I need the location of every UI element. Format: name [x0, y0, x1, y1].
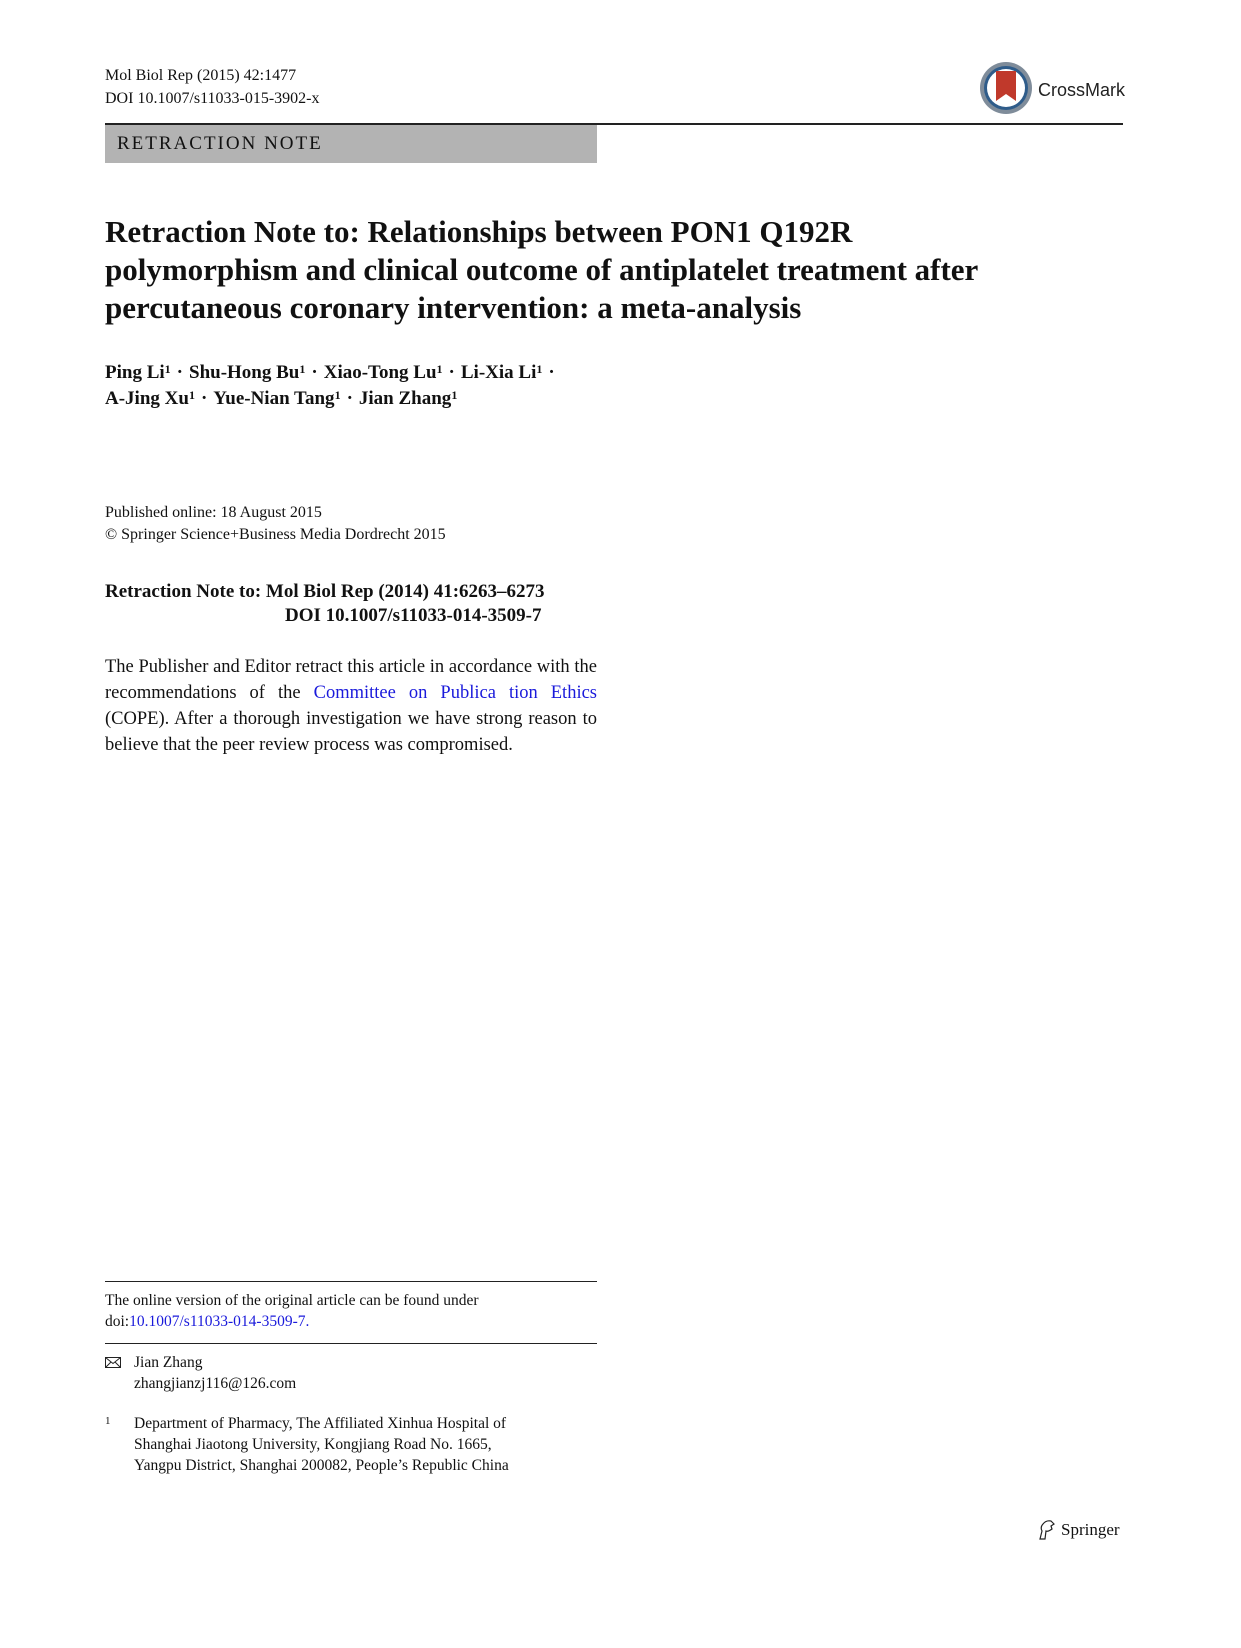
body-text-part: The Publisher and Editor retract this article in accordance with the recommendations of the [105, 657, 597, 703]
cope-link[interactable]: Committee on Publica tion Ethics [313, 683, 597, 703]
original-doi-link[interactable]: 10.1007/s11033-014-3509-7 [129, 1313, 306, 1330]
crossmark-logo [978, 60, 1034, 116]
footer-divider [105, 1281, 597, 1282]
author-separator: · [200, 388, 208, 409]
crossmark-badge[interactable] [978, 60, 1126, 118]
author-name[interactable]: A-Jing Xu$^1$ [105, 388, 195, 409]
publication-info [105, 502, 446, 546]
author-name[interactable]: Jian Zhang$^1$ [358, 388, 458, 409]
publisher-logo [1037, 1518, 1120, 1542]
springer-horse-icon [1037, 1519, 1057, 1541]
retraction-citation: Retraction Note to: Mol Biol Rep (2014) 41:6263–6273 [105, 581, 545, 602]
author-separator: · [346, 388, 353, 409]
author-line-2 [105, 386, 805, 412]
corresponding-name: Jian Zhang [134, 1354, 203, 1371]
affiliation-number: 1 [105, 1415, 111, 1427]
footer-divider [105, 1343, 597, 1344]
author-separator: · [176, 362, 183, 383]
article-doi: DOI 10.1007/s11033-015-3902-x [105, 90, 320, 107]
copyright-notice: © Springer Science+Business Media Dordrecht 2015 [105, 526, 446, 543]
published-online: Published online: 18 August 2015 [105, 504, 322, 521]
original-doi: doi:10.1007/s11033-014-3509-7. [105, 1313, 310, 1330]
retraction-doi: DOI 10.1007/s11033-014-3509-7 [285, 605, 542, 626]
author-separator: · [548, 362, 555, 383]
author-list [105, 360, 805, 412]
retraction-body [105, 654, 597, 758]
corresponding-email[interactable]: zhangjianzj116@126.com [134, 1375, 297, 1392]
affiliation-line: Department of Pharmacy, The Affiliated Xinhua Hospital of [134, 1415, 507, 1432]
affiliation-line: Shanghai Jiaotong University, Kongjiang Road No. 1665, [134, 1436, 492, 1453]
author-separator: · [311, 362, 318, 383]
article-title: Retraction Note to: Relationships between PON1 Q192R polymorphism and clinical outcome of antiplatelet treatment after percutaneous coronary intervention: a meta-analysis [105, 214, 978, 325]
author-name[interactable]: Li-Xia Li$^1$ [460, 362, 543, 383]
online-version-note [105, 1290, 597, 1332]
publisher-name: Springer [1061, 1520, 1120, 1539]
author-separator: · [448, 362, 455, 383]
mail-icon [105, 1357, 121, 1368]
author-name[interactable]: Xiao-Tong Lu$^1$ [323, 362, 443, 383]
author-name[interactable]: Ping Li$^1$ [105, 362, 171, 383]
journal-reference [105, 64, 320, 110]
author-line-1 [105, 360, 805, 386]
author-name[interactable]: Shu-Hong Bu$^1$ [189, 362, 306, 383]
crossmark-label: CrossMark [1038, 80, 1126, 100]
journal-citation: Mol Biol Rep (2015) 42:1477 [105, 67, 297, 84]
article-type-band: RETRACTION NOTE [105, 125, 597, 163]
retraction-reference [105, 580, 597, 628]
corresponding-author [105, 1352, 296, 1394]
author-name[interactable]: Yue-Nian Tang$^1$ [213, 388, 341, 409]
body-text-part: (COPE). After a thorough investigation we have strong reason to believe that the peer review process was compromised. [105, 709, 597, 755]
online-version-text: The online version of the original article can be found under [105, 1292, 479, 1309]
affiliation [105, 1413, 597, 1476]
affiliation-line: Yangpu District, Shanghai 200082, People’s Republic China [134, 1457, 509, 1474]
